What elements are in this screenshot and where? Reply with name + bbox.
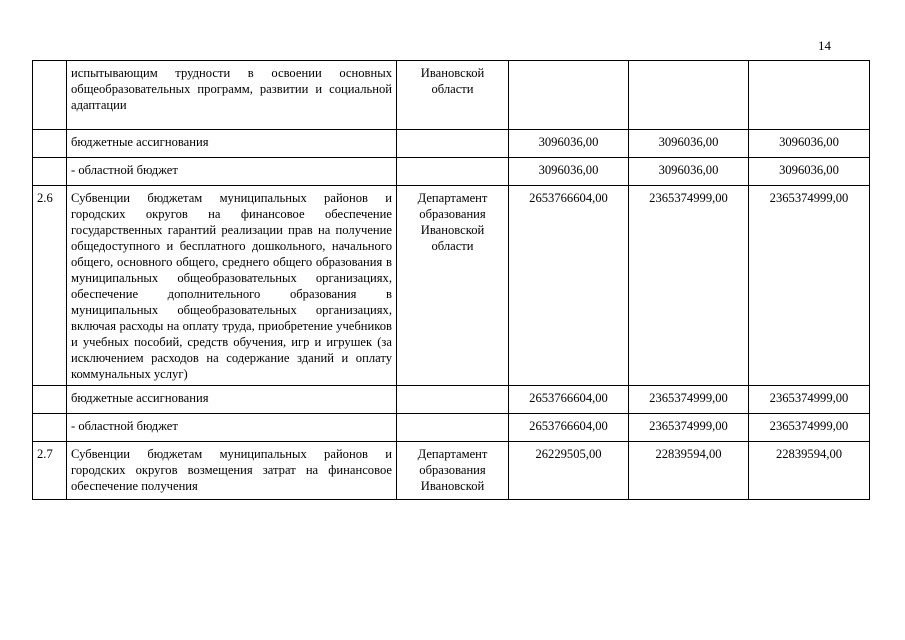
row-value-year-2: [629, 61, 749, 130]
row-executor: [397, 158, 509, 186]
row-value-year-2: 2365374999,00: [629, 386, 749, 414]
row-value-year-1: 2653766604,00: [509, 386, 629, 414]
row-number: [33, 386, 67, 414]
row-description: Субвенции бюджетам муниципальных районов и городских округов на финансовое обеспечение государственных гарантий реализации прав на получение общедоступного и бесплатного дошкольного, начального общего, основного общего, среднего общего образования в муниципальных общеобразовательных организациях, обеспечение дополнительного образования в муниципальных общеобразовательных организациях, включая расходы на оплату труда, приобретение учебников и учебных пособий, средств обучения, игр и игрушек (за исключением расходов на содержание зданий и оплату коммунальных услуг): [67, 186, 397, 386]
row-executor: [397, 130, 509, 158]
row-number: 2.6: [33, 186, 67, 386]
row-executor: Департамент образования Ивановской: [397, 442, 509, 500]
row-description: испытывающим трудности в освоении основных общеобразовательных программ, развитии и социальной адаптации: [67, 61, 397, 130]
row-description: - областной бюджет: [67, 158, 397, 186]
row-description: бюджетные ассигнования: [67, 386, 397, 414]
table-row: [33, 386, 870, 414]
row-value-year-2: 2365374999,00: [629, 414, 749, 442]
row-value-year-3: 2365374999,00: [749, 186, 870, 386]
row-value-year-2: 3096036,00: [629, 158, 749, 186]
row-executor: [397, 386, 509, 414]
row-value-year-1: 26229505,00: [509, 442, 629, 500]
row-executor: [397, 414, 509, 442]
row-executor: Ивановской области: [397, 61, 509, 130]
table-row: [33, 186, 870, 386]
row-value-year-1: 3096036,00: [509, 130, 629, 158]
row-value-year-2: 3096036,00: [629, 130, 749, 158]
table-row: [33, 61, 870, 130]
page-number: 14: [818, 38, 831, 53]
row-value-year-1: 2653766604,00: [509, 186, 629, 386]
table-row: [33, 442, 870, 500]
row-value-year-3: 3096036,00: [749, 130, 870, 158]
row-number: [33, 414, 67, 442]
row-number: [33, 61, 67, 130]
row-value-year-3: 2365374999,00: [749, 414, 870, 442]
budget-table: [32, 60, 870, 500]
row-number: 2.7: [33, 442, 67, 500]
row-value-year-3: [749, 61, 870, 130]
row-number: [33, 130, 67, 158]
row-value-year-3: 3096036,00: [749, 158, 870, 186]
row-description: бюджетные ассигнования: [67, 130, 397, 158]
row-number: [33, 158, 67, 186]
row-executor: Департамент образования Ивановской области: [397, 186, 509, 386]
row-value-year-1: 2653766604,00: [509, 414, 629, 442]
row-description: - областной бюджет: [67, 414, 397, 442]
row-value-year-1: 3096036,00: [509, 158, 629, 186]
row-value-year-2: 2365374999,00: [629, 186, 749, 386]
table-row: [33, 414, 870, 442]
row-value-year-3: 22839594,00: [749, 442, 870, 500]
row-value-year-2: 22839594,00: [629, 442, 749, 500]
row-value-year-3: 2365374999,00: [749, 386, 870, 414]
table-row: [33, 130, 870, 158]
row-description: Субвенции бюджетам муниципальных районов и городских округов возмещения затрат на финансовое обеспечение получения: [67, 442, 397, 500]
table-row: [33, 158, 870, 186]
row-value-year-1: [509, 61, 629, 130]
